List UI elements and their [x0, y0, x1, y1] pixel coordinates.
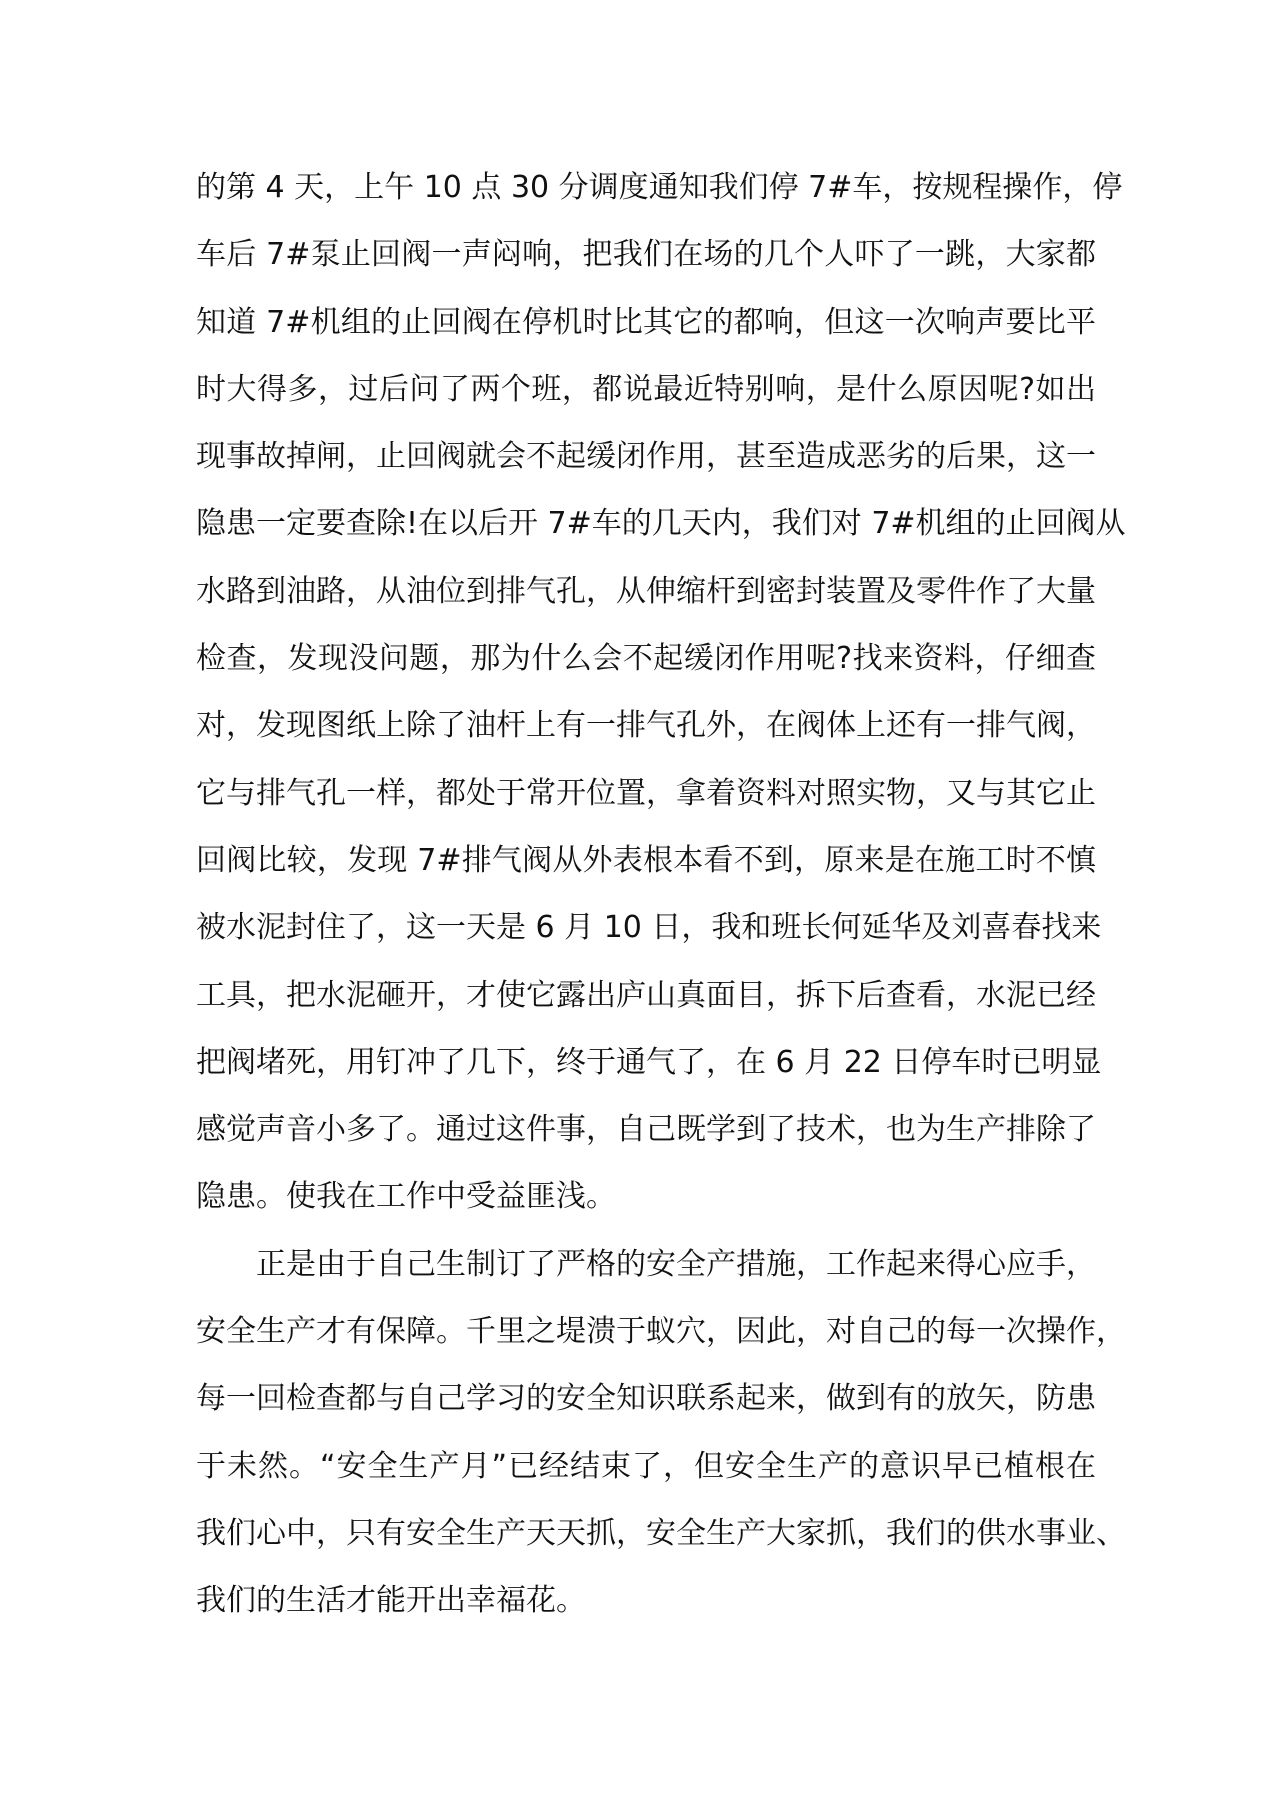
text-line: 回阀比较，发现 7#排气阀从外表根本看不到，原来是在施工时不慎 — [196, 842, 1096, 878]
text-line: 感觉声音小多了。通过这件事，自己既学到了技术，也为生产排除了 — [196, 1112, 1096, 1148]
text-line: 检查，发现没问题，那为什么会不起缓闭作用呢?找来资料，仔细查 — [196, 641, 1096, 677]
text-line: 我们的生活才能开出幸福花。 — [196, 1583, 586, 1619]
text-line: 隐患。使我在工作中受益匪浅。 — [196, 1179, 616, 1215]
text-line: 每一回检查都与自己学习的安全知识联系起来，做到有的放矢，防患 — [196, 1381, 1096, 1417]
text-line: 正是由于自己生制订了严格的安全产措施，工作起来得心应手， — [256, 1246, 1096, 1282]
document-body — [196, 164, 1126, 1645]
paragraph-1 — [196, 164, 1126, 1241]
text-line: 时大得多，过后问了两个班，都说最近特别响，是什么原因呢?如出 — [196, 371, 1096, 407]
text-line: 车后 7#泵止回阀一声闷响，把我们在场的几个人吓了一跳，大家都 — [196, 237, 1096, 273]
text-line: 隐患一定要查除!在以后开 7#车的几天内，我们对 7#机组的止回阀从 — [196, 506, 1126, 542]
text-line: 它与排气孔一样，都处于常开位置，拿着资料对照实物，又与其它止 — [196, 775, 1096, 811]
text-line: 把阀堵死，用钉冲了几下，终于通气了，在 6 月 22 日停车时已明显 — [196, 1044, 1102, 1080]
text-line: 被水泥封住了，这一天是 6 月 10 日，我和班长何延华及刘喜春找来 — [196, 910, 1102, 946]
text-line: 我们心中，只有安全生产天天抓，安全生产大家抓，我们的供水事业、 — [196, 1515, 1126, 1551]
text-line: 对，发现图纸上除了油杆上有一排气孔外，在阀体上还有一排气阀， — [196, 708, 1096, 744]
text-line: 于未然。“安全生产月”已经结束了，但安全生产的意识早已植根在 — [196, 1448, 1096, 1484]
text-line: 现事故掉闸，止回阀就会不起缓闭作用，甚至造成恶劣的后果，这一 — [196, 439, 1096, 475]
text-line: 知道 7#机组的止回阀在停机时比其它的都响，但这一次响声要比平 — [196, 304, 1096, 340]
text-line: 水路到油路，从油位到排气孔，从伸缩杆到密封装置及零件作了大量 — [196, 573, 1096, 609]
paragraph-2 — [196, 1241, 1126, 1645]
text-line: 工具，把水泥砸开，才使它露出庐山真面目，拆下后查看，水泥已经 — [196, 977, 1096, 1013]
text-line: 安全生产才有保障。千里之堤溃于蚁穴，因此，对自己的每一次操作， — [196, 1314, 1126, 1350]
text-line: 的第 4 天，上午 10 点 30 分调度通知我们停 7#车，按规程操作，停 — [196, 170, 1123, 205]
